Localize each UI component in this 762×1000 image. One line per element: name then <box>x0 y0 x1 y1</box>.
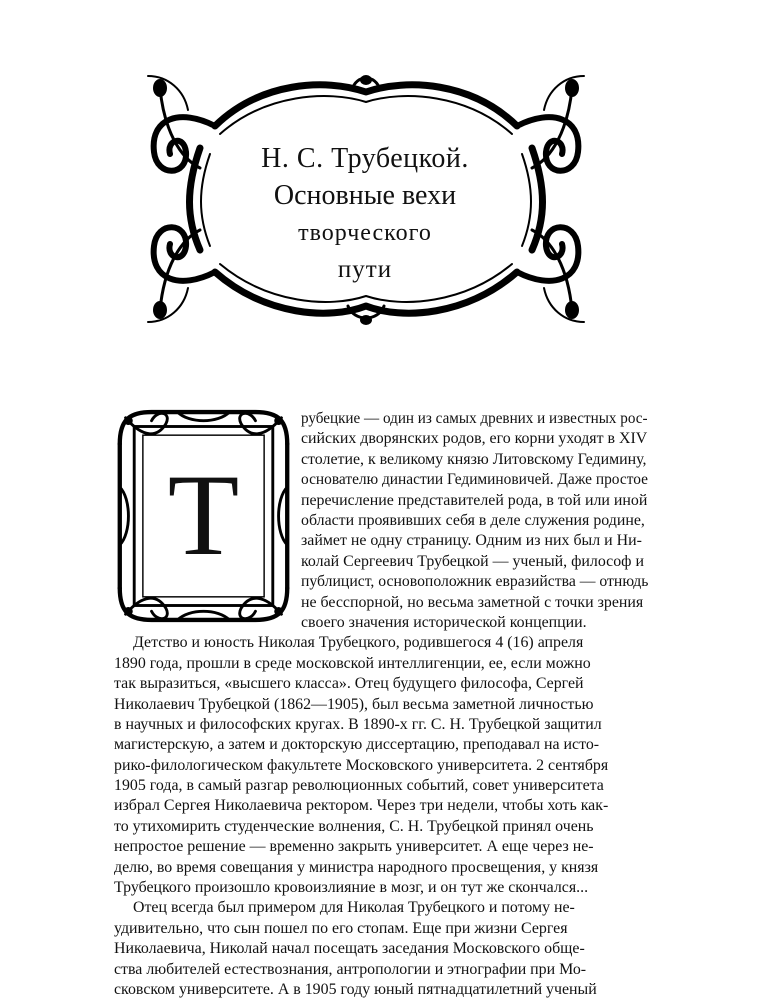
text-line: магистерскую, а затем и докторскую диссертацию, преподавал на исто- <box>114 736 600 753</box>
chapter-title-line-3: творческого <box>298 220 432 246</box>
text-line: займет не одну страницу. Одним из них был и Ни- <box>301 532 642 549</box>
text-line: в научных и философских кругах. В 1890-х гг. С. Н. Трубецкой защитил <box>114 716 602 733</box>
text-line: своего значения исторической концепции. <box>301 614 587 631</box>
chapter-title-line-2: Основные вехи <box>273 180 457 211</box>
text-line: то утихомирить студенческие волнения, С. Н. Трубецкой принял очень <box>114 818 594 835</box>
text-line: публицист, основоположник евразийства — отнюдь <box>301 573 649 590</box>
text-line: рико-филологическом факультете Московского университета. 2 сентября <box>114 757 609 774</box>
text-line: колай Сергеевич Трубецкой — ученый, философ и <box>301 553 644 570</box>
text-line: перечисление представителей рода, в той или иной <box>301 492 648 509</box>
text-line: Отец всегда был примером для Николая Трубецкого и потому не- <box>133 899 575 916</box>
text-line: Николаевич Трубецкой (1862—1905), был весьма заметной личностью <box>114 696 594 713</box>
text-line: Детство и юность Николая Трубецкого, родившегося 4 (16) апреля <box>133 634 584 651</box>
text-line: области проявивших себя в деле служения родине, <box>301 512 645 529</box>
chapter-title-line-4: пути <box>337 256 393 283</box>
text-line: рубецкие — один из самых древних и известных рос- <box>301 410 648 427</box>
text-line: Трубецкого произошло кровоизлияние в мозг, и он тут же скончался... <box>114 879 589 896</box>
text-line: не бесспорной, но весьма заметной с точки зрения <box>301 594 644 611</box>
text-line: сийских дворянских родов, его корни уходят в XIV <box>301 430 648 447</box>
text-line: основателю династии Гедиминовичей. Даже простое <box>301 471 648 488</box>
text-line: 1905 года, в самый разгар революционных событий, совет университета <box>114 777 604 794</box>
text-line: ства любителей естествознания, антропологии и этнографии при Мо- <box>114 961 587 978</box>
text-line: так выразиться, «высшего класса». Отец будущего философа, Сергей <box>114 675 584 692</box>
text-line: непростое решение — временно закрыть университет. А еще через не- <box>114 838 594 855</box>
text-line: столетие, к великому князю Литовскому Гедимину, <box>301 451 647 468</box>
text-line: сковском университете. А в 1905 году юный пятнадцатилетний ученый <box>114 981 597 998</box>
text-line: 1890 года, прошли в среде московской интеллигенции, ее, если можно <box>114 655 591 672</box>
text-line: Николаевича, Николай начал посещать заседания Московского обще- <box>114 940 585 957</box>
chapter-title-line-1: Н. С. Трубецкой. <box>261 143 469 174</box>
text-line: делю, во время совещания у министра народного просвещения, у князя <box>114 859 599 876</box>
text-line: удивительно, что сын пошел по его стопам. Еще при жизни Сергея <box>114 920 568 937</box>
text-line: избрал Сергея Николаевича ректором. Через три недели, чтобы хоть как- <box>114 797 609 814</box>
dropcap-letter: Т <box>167 451 240 580</box>
